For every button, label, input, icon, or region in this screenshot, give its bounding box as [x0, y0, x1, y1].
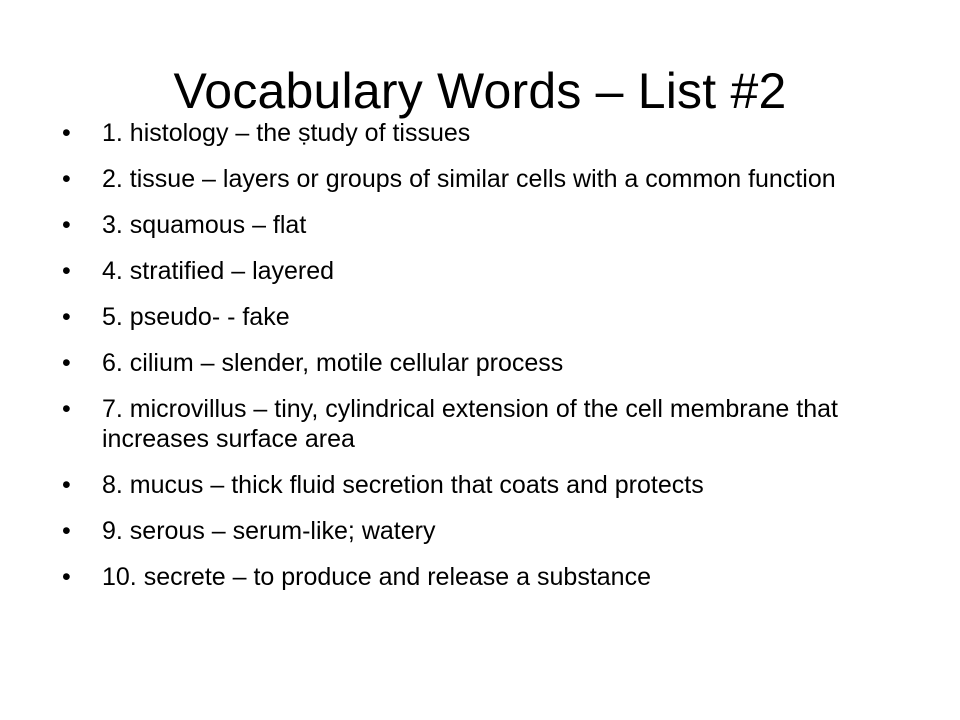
list-item — [62, 562, 902, 592]
list-item-text: 2. tissue – layers or groups of similar cells with a common function — [102, 165, 836, 193]
list-item-text: 9. serous – serum-like; watery — [102, 517, 436, 545]
list-item-text: 1. histology – the ṣtudy of tissues — [102, 119, 471, 147]
bullet-icon: • — [62, 257, 71, 285]
list-item — [62, 256, 902, 286]
bullet-icon: • — [62, 517, 71, 545]
list-item — [62, 394, 902, 454]
bullet-icon: • — [62, 119, 71, 147]
list-item-text: 5. pseudo- - fake — [102, 303, 290, 331]
bullet-icon: • — [62, 471, 71, 499]
vocabulary-list — [62, 118, 902, 592]
bullet-icon: • — [62, 211, 71, 239]
list-item — [62, 470, 902, 500]
list-item — [62, 118, 902, 148]
list-item — [62, 302, 902, 332]
list-item-text: 3. squamous – flat — [102, 211, 307, 239]
list-item — [62, 516, 902, 546]
list-item — [62, 348, 902, 378]
list-item-text: 7. microvillus – tiny, cylindrical extension of the cell membrane that increases surface area — [102, 395, 838, 453]
bullet-icon: • — [62, 303, 71, 331]
bullet-icon: • — [62, 349, 71, 377]
slide-title: Vocabulary Words – List #2 — [173, 63, 787, 119]
list-item-text: 6. cilium – slender, motile cellular process — [102, 349, 564, 377]
list-item — [62, 210, 902, 240]
list-item — [62, 164, 902, 194]
list-item-text: 10. secrete – to produce and release a substance — [102, 563, 651, 591]
list-item-text: 4. stratified – layered — [102, 257, 335, 285]
bullet-icon: • — [62, 165, 71, 193]
list-item-text: 8. mucus – thick fluid secretion that coats and protects — [102, 471, 704, 499]
bullet-icon: • — [62, 395, 71, 423]
bullet-icon: • — [62, 563, 71, 591]
